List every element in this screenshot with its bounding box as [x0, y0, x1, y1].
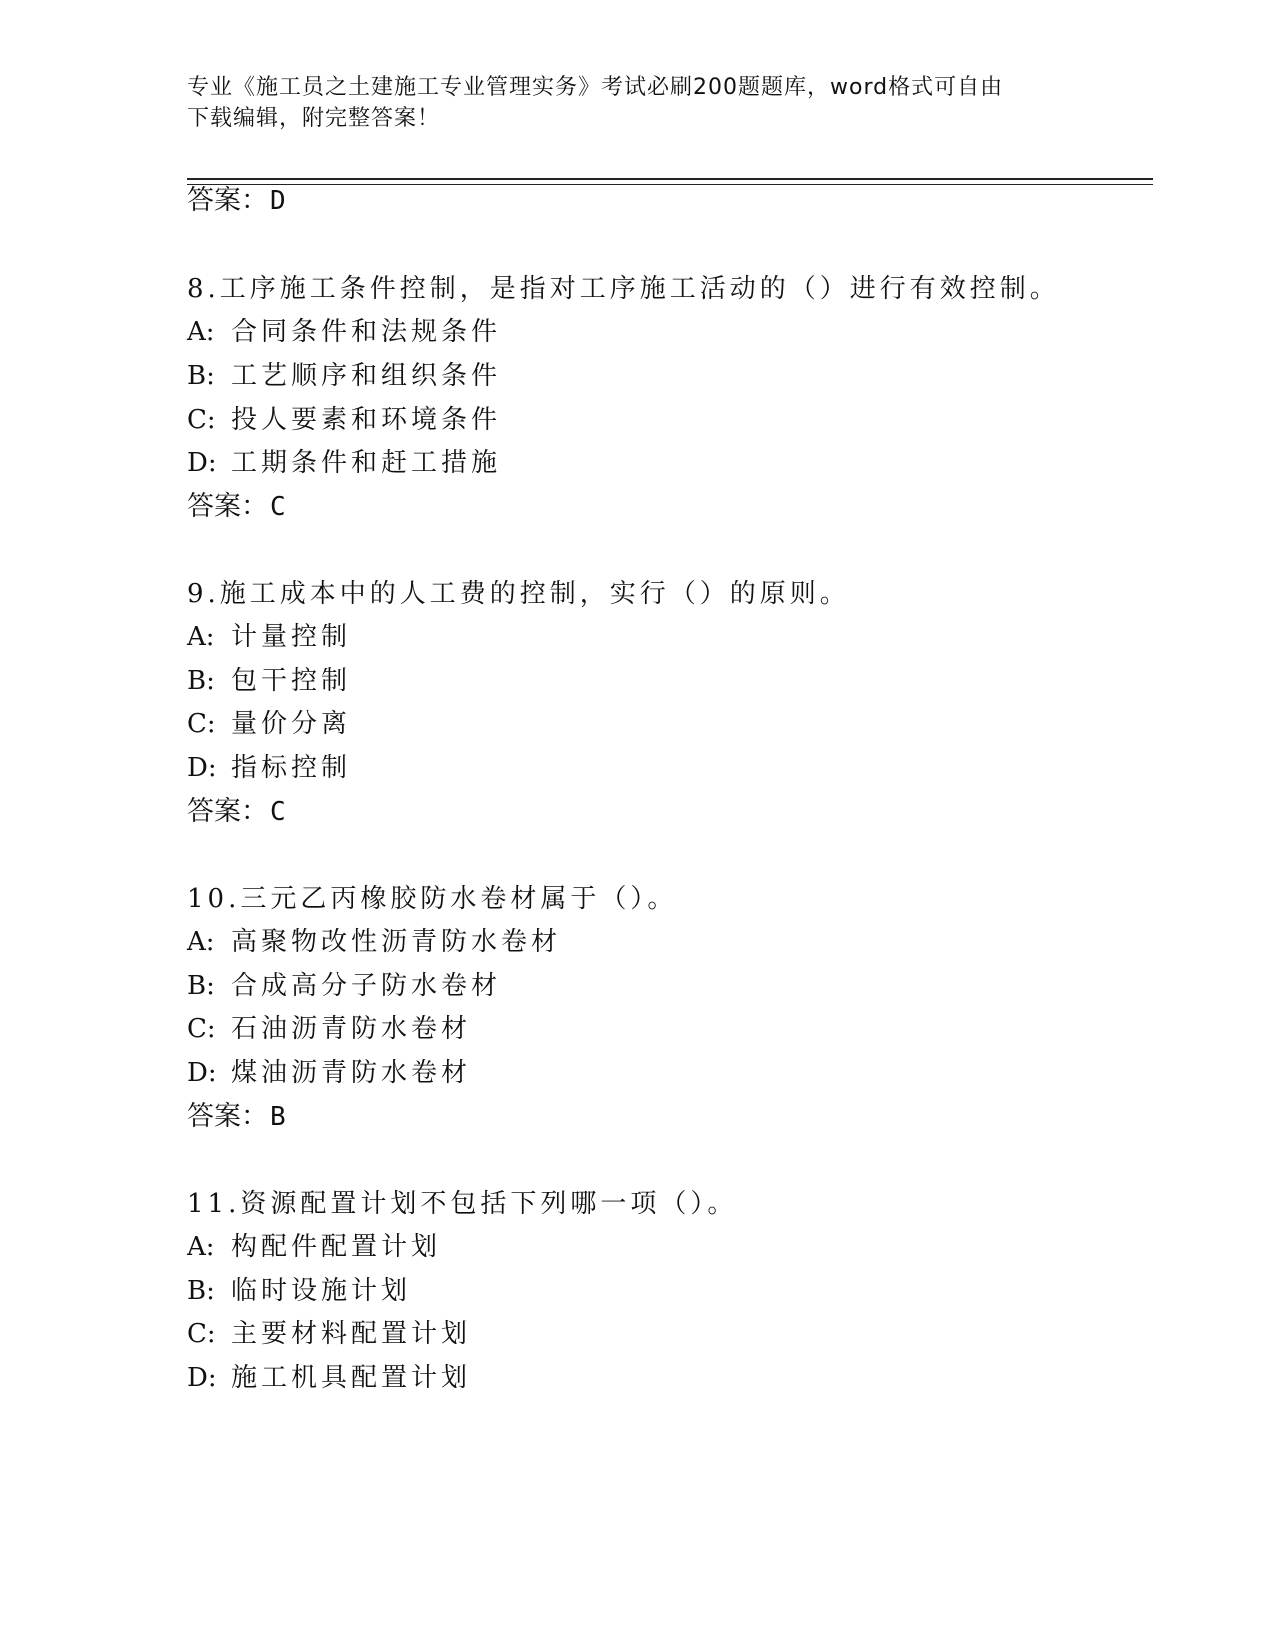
option-8-a [187, 315, 501, 349]
answer-line-q10 [187, 1100, 286, 1134]
option-letter: B: [187, 1276, 215, 1306]
answer-value: B [270, 1102, 286, 1132]
option-letter: A: [187, 622, 215, 652]
option-8-b [187, 359, 501, 393]
header-line-1: 专业《施工员之土建施工专业管理实务》考试必刷200题题库，word格式可自由 [187, 75, 1004, 100]
option-11-b [187, 1274, 411, 1308]
option-10-a [187, 925, 561, 959]
option-text: 指标控制 [231, 753, 352, 783]
option-text: 合成高分子防水卷材 [231, 971, 502, 1001]
option-text: 量价分离 [231, 709, 352, 739]
option-8-c [187, 403, 501, 437]
question-9: 9.施工成本中的人工费的控制，实行（）的原则。 [187, 579, 850, 609]
option-9-a [187, 620, 351, 654]
header-divider-thin [187, 184, 1153, 185]
option-8-d [187, 446, 501, 480]
option-text: 工艺顺序和组织条件 [231, 361, 502, 391]
option-text: 计量控制 [231, 622, 352, 652]
option-text: 施工机具配置计划 [231, 1363, 472, 1393]
answer-value: C [270, 797, 286, 827]
option-11-a [187, 1230, 441, 1264]
answer-value: D [270, 186, 286, 216]
option-text: 包干控制 [231, 666, 352, 696]
option-9-d [187, 751, 351, 785]
option-text: 主要材料配置计划 [231, 1319, 472, 1349]
option-letter: B: [187, 361, 215, 391]
answer-label: 答案： [187, 1101, 268, 1132]
header-line-2: 下载编辑，附完整答案！ [187, 106, 441, 131]
option-text: 石油沥青防水卷材 [231, 1014, 472, 1044]
option-10-b [187, 969, 501, 1003]
option-text: 高聚物改性沥青防水卷材 [231, 927, 562, 957]
option-letter: A: [187, 927, 215, 957]
option-11-d [187, 1361, 471, 1395]
answer-value: C [270, 492, 286, 522]
answer-line-q9 [187, 795, 286, 829]
option-letter: C: [187, 405, 216, 435]
option-text: 投人要素和环境条件 [231, 405, 502, 435]
option-9-b [187, 664, 351, 698]
option-text: 合同条件和法规条件 [231, 317, 502, 347]
option-letter: D: [187, 448, 217, 478]
answer-label: 答案： [187, 185, 268, 216]
question-10: 10.三元乙丙橡胶防水卷材属于（）。 [187, 884, 678, 914]
option-10-c [187, 1012, 471, 1046]
answer-line-q7 [187, 184, 286, 218]
question-11: 11.资源配置计划不包括下列哪一项（）。 [187, 1189, 738, 1219]
option-11-c [187, 1317, 471, 1351]
answer-label: 答案： [187, 796, 268, 827]
option-letter: C: [187, 1319, 216, 1349]
option-10-d [187, 1056, 471, 1090]
option-letter: C: [187, 709, 216, 739]
option-letter: A: [187, 1232, 215, 1262]
option-9-c [187, 707, 351, 741]
option-letter: D: [187, 753, 217, 783]
document-header [187, 72, 1087, 134]
answer-label: 答案： [187, 491, 268, 522]
option-text: 临时设施计划 [231, 1276, 412, 1306]
question-8: 8.工序施工条件控制，是指对工序施工活动的（）进行有效控制。 [187, 274, 1060, 304]
option-text: 构配件配置计划 [231, 1232, 442, 1262]
option-letter: B: [187, 971, 215, 1001]
option-letter: D: [187, 1058, 217, 1088]
option-letter: B: [187, 666, 215, 696]
option-letter: D: [187, 1363, 217, 1393]
answer-line-q8 [187, 490, 286, 524]
option-text: 煤油沥青防水卷材 [231, 1058, 472, 1088]
header-divider-thick [187, 178, 1153, 180]
option-letter: A: [187, 317, 215, 347]
option-text: 工期条件和赶工措施 [231, 448, 502, 478]
option-letter: C: [187, 1014, 216, 1044]
